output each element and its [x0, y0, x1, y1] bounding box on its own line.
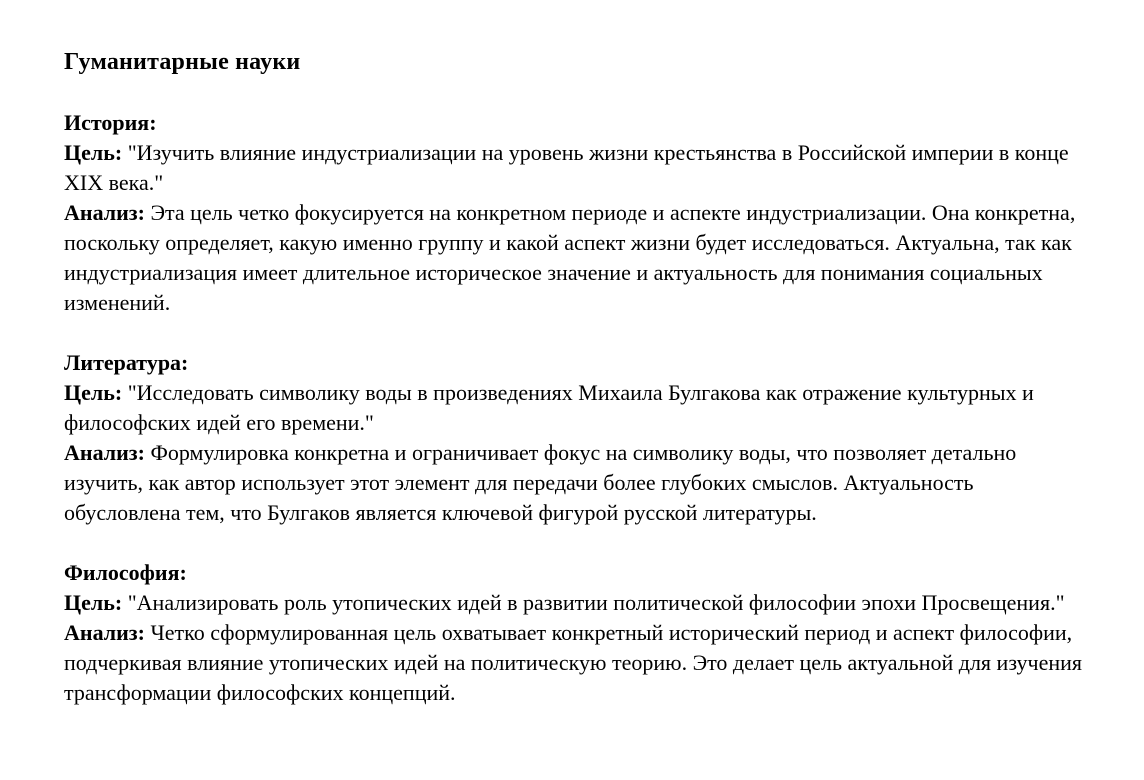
- goal-text: "Изучить влияние индустриализации на уровень жизни крестьянства в Российской империи в конце XIX века.": [64, 140, 1069, 195]
- analysis-text: Формулировка конкретна и ограничивает фокус на символику воды, что позволяет детально изучить, как автор использует этот элемент для передачи более глубоких смыслов. Актуальность обусловлена тем, что Булгаков является ключевой фигурой русской литературы.: [64, 440, 1017, 525]
- goal-paragraph: [64, 588, 1084, 618]
- analysis-paragraph: [64, 618, 1084, 708]
- section-heading: История:: [64, 110, 157, 135]
- goal-text: "Исследовать символику воды в произведениях Михаила Булгакова как отражение культурных и философских идей его времени.": [64, 380, 1034, 435]
- analysis-paragraph: [64, 438, 1084, 528]
- goal-paragraph: [64, 378, 1084, 438]
- analysis-label: Анализ:: [64, 200, 145, 225]
- section-heading: Философия:: [64, 560, 187, 585]
- analysis-paragraph: [64, 198, 1084, 318]
- analysis-text: Четко сформулированная цель охватывает конкретный исторический период и аспект философии, подчеркивая влияние утопических идей на политическую теорию. Это делает цель актуальной для изучения трансформации философских концепций.: [64, 620, 1083, 705]
- section-history: [64, 108, 1084, 318]
- document-title: Гуманитарные науки: [64, 49, 301, 75]
- section-literature: [64, 348, 1084, 528]
- goal-label: Цель:: [64, 140, 123, 165]
- document-page: [64, 44, 1084, 738]
- goal-text: "Анализировать роль утопических идей в развитии политической философии эпохи Просвещения.": [127, 590, 1065, 615]
- section-philosophy: [64, 558, 1084, 708]
- section-heading: Литература:: [64, 350, 189, 375]
- analysis-text: Эта цель четко фокусируется на конкретном периоде и аспекте индустриализации. Она конкретна, поскольку определяет, какую именно группу и какой аспект жизни будет исследоваться. Актуальна, так как индустриализация имеет длительное историческое значение и актуальность для понимания социальных изменений.: [64, 200, 1076, 315]
- analysis-label: Анализ:: [64, 620, 145, 645]
- goal-label: Цель:: [64, 380, 123, 405]
- goal-label: Цель:: [64, 590, 123, 615]
- analysis-label: Анализ:: [64, 440, 145, 465]
- goal-paragraph: [64, 138, 1084, 198]
